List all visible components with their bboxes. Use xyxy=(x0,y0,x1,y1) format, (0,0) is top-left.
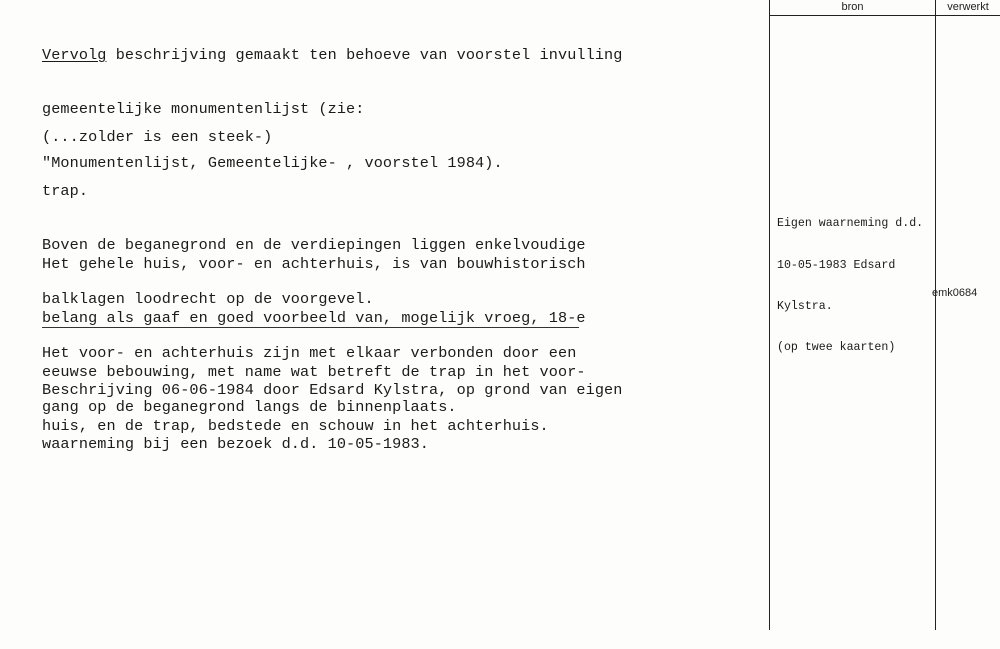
paragraph-line: eeuwse bebouwing, met name wat betreft de trap in het voor- xyxy=(42,363,586,381)
verwerkt-code: emk0684 xyxy=(932,287,978,299)
intro-line-1 xyxy=(42,46,622,64)
verwerkt-column-left-border xyxy=(935,0,936,630)
bron-column-left-border xyxy=(769,0,770,630)
verwerkt-column-header: verwerkt xyxy=(947,1,989,13)
paragraph-line: Het voor- en achterhuis zijn met elkaar verbonden door een xyxy=(42,344,577,362)
column-header-underline xyxy=(769,15,1000,16)
paragraph-attribution xyxy=(42,345,622,471)
source-note-line: 10-05-1983 Edsard xyxy=(777,258,896,272)
intro-line-2: gemeentelijke monumentenlijst (zie: xyxy=(42,100,365,118)
paragraph-line: Het gehele huis, voor- en achterhuis, is van bouwhistorisch xyxy=(42,255,586,273)
paragraph-line: huis, en de trap, bedstede en schouw in het achterhuis. xyxy=(42,417,549,435)
paragraph-line: Beschrijving 06-06-1984 door Edsard Kylstra, op grond van eigen xyxy=(42,381,623,399)
source-note-line: (op twee kaarten) xyxy=(777,340,896,354)
bron-column-header: bron xyxy=(841,1,864,13)
source-note-line: Eigen waarneming d.d. xyxy=(777,217,924,231)
paragraph-line: waarneming bij een bezoek d.d. 10-05-1983. xyxy=(42,435,429,453)
intro-line-1-rest: beschrijving gemaakt ten behoeve van voorstel invulling xyxy=(106,46,623,64)
paragraph-line: Boven de beganegrond en de verdiepingen liggen enkelvoudige xyxy=(42,236,586,254)
source-note-line: Kylstra. xyxy=(777,299,833,313)
paragraph-line: belang als gaaf en goed voorbeeld van, mogelijk vroeg, 18-e xyxy=(42,309,586,327)
paragraph-line: trap. xyxy=(42,182,89,200)
separator-line xyxy=(42,327,579,328)
vervolg-underlined-word: Vervolg xyxy=(42,46,107,64)
paragraph-line: (...zolder is een steek-) xyxy=(42,128,273,146)
intro-line-3: "Monumentenlijst, Gemeentelijke- , voorstel 1984). xyxy=(42,154,503,172)
paragraph-line: balklagen loodrecht op de voorgevel. xyxy=(42,290,374,308)
paragraph-line: gang op de beganegrond langs de binnenplaats. xyxy=(42,398,457,416)
source-note xyxy=(777,190,923,368)
